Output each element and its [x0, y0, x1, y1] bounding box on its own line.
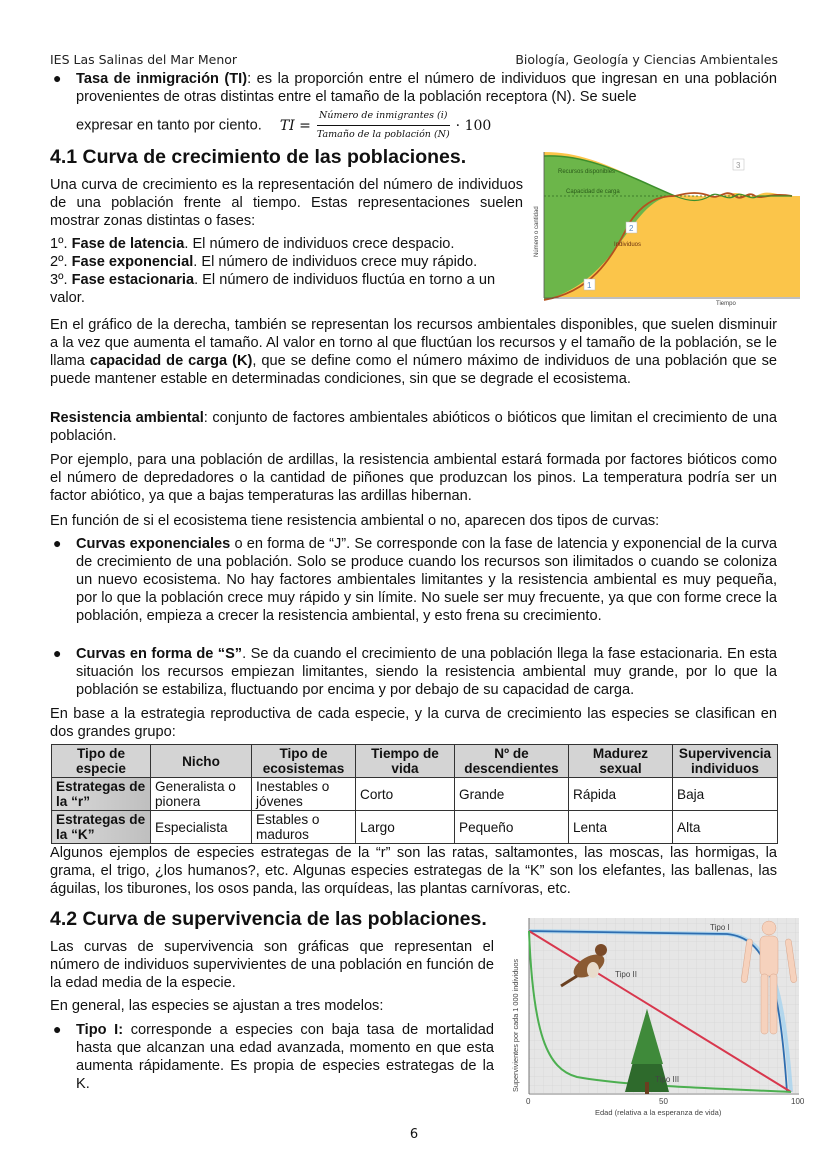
- type-1-paragraph: [76, 1021, 494, 1093]
- resistance-term: Resistencia ambiental: [50, 410, 204, 426]
- phase-1-num: 1º.: [50, 236, 68, 252]
- curve-type-j: [76, 535, 777, 625]
- type-3-label: Tipo III: [655, 1075, 680, 1084]
- table-header: Nº de descendientes: [455, 745, 569, 778]
- models-intro: En general, las especies se ajustan a tres modelos:: [50, 998, 384, 1014]
- immigration-formula: [280, 107, 491, 144]
- curve-j-term: Curvas exponenciales: [76, 536, 231, 552]
- section-title-4-1: 4.1 Curva de crecimiento de las poblaciones.: [50, 146, 467, 168]
- curve-j-text: o en forma de “J”. Se corresponde con la fase de latencia y exponencial de la curva de crecimiento de una población. Solo se produce cuando los recursos son ilimitados o cuando se coloniza un nuevo ecosistema. No hay factores ambientales limitantes y la resistencia ambiental es muy pequeña, por lo que la población crece muy rápido y sin límite. No suele ser muy frecuente, ya que con forme crece la población, empieza a crecer la resistencia ambiental, y esto frena su crecimiento.: [76, 536, 777, 624]
- phase-marker-3: 3: [736, 161, 741, 170]
- formula-multiplier: · 100: [455, 117, 492, 134]
- phase-2-text: . El número de individuos crece muy rápido.: [193, 254, 478, 270]
- formula-lhs: TI =: [279, 117, 311, 134]
- capacity-term: capacidad de carga (K): [89, 353, 253, 369]
- table-header: Supervivencia individuos: [673, 745, 778, 778]
- resistance-text: : conjunto de factores ambientales abióticos o bióticos que limitan el crecimiento de una población.: [50, 410, 777, 444]
- table-cell: Rápida: [569, 778, 673, 811]
- table-cell: Baja: [673, 778, 778, 811]
- capacity-text-post: , que se define como el número máximo de individuos de una población que se puede mantener estable en determinadas condiciones, sin que se degrade el ecosistema.: [50, 353, 777, 387]
- bullet-icon: ●: [53, 1021, 62, 1037]
- phase-1: [50, 235, 454, 253]
- resources-label: Recursos disponibles: [558, 169, 616, 175]
- formula-numerator: Número de inmigrantes (i): [317, 107, 449, 126]
- table-cell: Estrategas de la “K”: [52, 811, 151, 844]
- table-cell: Alta: [673, 811, 778, 844]
- x-axis-label: Edad (relativa a la esperanza de vida): [595, 1108, 722, 1117]
- immigration-text-2: población provenientes de otras distintas entre el tamaño de la población receptora (N). Se suele: [76, 71, 777, 105]
- phase-3-text: . El número de individuos fluctúa en torno a un valor.: [50, 272, 496, 306]
- growth-intro: Una curva de crecimiento es la representación del número de individuos de una población frente al tiempo. Estas representaciones suelen mostrar zonas distintas o fases:: [50, 177, 523, 229]
- table-cell: Largo: [356, 811, 455, 844]
- table-header: Tipo de especie: [52, 745, 151, 778]
- capacity-text-pre: En el gráfico de la derecha, también se representan los recursos ambientales disponibles, que suelen disminuir a la vez que aumenta el tamaño. Al valor en torno al que fluctúan los recursos y el tamaño de la población, se le llama: [50, 317, 777, 369]
- phase-1-text: . El número de individuos crece despacio.: [184, 236, 455, 252]
- phase-2-num: 2º.: [50, 254, 68, 270]
- immigration-formula-line: [76, 107, 777, 144]
- formula-denominator: Tamaño de la población (N): [316, 129, 450, 140]
- immigration-term: Tasa de inmigración (TI): [76, 71, 248, 87]
- x-tick: 50: [659, 1097, 668, 1106]
- table-header: Madurez sexual: [569, 745, 673, 778]
- phase-3-num: 3º.: [50, 272, 68, 288]
- bullet-icon: ●: [53, 645, 62, 661]
- x-tick: 100: [791, 1097, 805, 1106]
- survival-curve-figure: [507, 914, 812, 1124]
- phase-marker-1: 1: [587, 281, 592, 290]
- type-1-text: corresponde a especies con baja tasa de mortalidad hasta que alcanzan una edad avanzada, momento en que esta aumenta rápidamente. Es propia de especies estrategas de la K.: [76, 1022, 494, 1092]
- immigration-paragraph: [76, 70, 777, 106]
- table-cell: Pequeño: [455, 811, 569, 844]
- phase-3-term: Fase estacionaria: [71, 272, 195, 288]
- example-paragraph: Por ejemplo, para una población de ardillas, la resistencia ambiental estará formada por factores bióticos como el número de depredadores o la cantidad de piñones que produzcan los pinos. La temperatura podría ser un factor abiótico, ya que a bajas temperaturas las ardillas hibernan.: [50, 452, 777, 504]
- phase-2-term: Fase exponencial: [71, 254, 194, 270]
- capacity-paragraph: [50, 316, 777, 388]
- table-cell: Generalista o pionera: [151, 778, 252, 811]
- y-axis-label: Supervivientes por cada 1 000 individuos: [511, 958, 520, 1092]
- table-cell: Lenta: [569, 811, 673, 844]
- table-cell: Especialista: [151, 811, 252, 844]
- table-header: Nicho: [151, 745, 252, 778]
- phase-1-term: Fase de latencia: [71, 236, 185, 252]
- type-1-label: Tipo I: [710, 923, 730, 932]
- immigration-text-1: : es la proporción entre el número de individuos que ingresan en una: [247, 71, 710, 87]
- table-header: Tipo de ecosistemas: [252, 745, 356, 778]
- table-header: Tiempo de vida: [356, 745, 455, 778]
- bullet-icon: ●: [53, 70, 62, 86]
- phase-3: [50, 271, 523, 307]
- x-axis-label: Tiempo: [716, 301, 736, 307]
- phase-marker-2: 2: [629, 224, 634, 233]
- curve-s-text: . Se da cuando el crecimiento de una población llega la fase estacionaria. En esta situación los recursos empiezan limitantes, siendo la resistencia ambiental muy grande, por lo que la población se estabiliza, fluctuando por encima y por debajo de su capacidad de carga.: [76, 646, 777, 698]
- table-row: [52, 811, 778, 844]
- individuals-label: Individuos: [614, 242, 642, 248]
- species-examples: Algunos ejemplos de especies estrategas de la “r” son las ratas, saltamontes, las moscas, las hormigas, la grama, el trigo, ¿los humanos?, etc. Algunas especies estrategas de la “K” son los elefantes, las ballenas, las águilas, los tiburones, los osos panda, las orquídeas, las plantas carnívoras, etc.: [50, 845, 777, 897]
- x-tick: 0: [526, 1097, 531, 1106]
- table-cell: Estables o maduros: [252, 811, 356, 844]
- curve-s-term: Curvas en forma de “S”: [76, 646, 243, 662]
- strategy-table: [51, 744, 778, 844]
- bullet-icon: ●: [53, 535, 62, 551]
- growth-curve-figure: [530, 152, 800, 307]
- phase-2: [50, 253, 477, 271]
- table-cell: Grande: [455, 778, 569, 811]
- table-header-row: [52, 745, 778, 778]
- type-2-label: Tipo II: [615, 970, 637, 979]
- section-title-4-2: 4.2 Curva de supervivencia de las poblaciones.: [50, 908, 487, 930]
- survival-intro: Las curvas de supervivencia son gráficas que representan el número de individuos supervivientes de una población en función de la edad media de la especie.: [50, 939, 494, 991]
- y-axis-label: Número o cantidad: [534, 206, 540, 257]
- curve-types-intro: En función de si el ecosistema tiene resistencia ambiental o no, aparecen dos tipos de curvas:: [50, 513, 660, 529]
- page-number: 6: [409, 1127, 419, 1142]
- capacity-label: Capacidad de carga: [566, 189, 620, 195]
- page-header: [50, 52, 778, 67]
- resistance-paragraph: [50, 409, 777, 445]
- curve-type-s: [76, 645, 777, 699]
- type-1-term: Tipo I:: [76, 1022, 124, 1038]
- table-cell: Estrategas de la “r”: [52, 778, 151, 811]
- table-row: [52, 778, 778, 811]
- immigration-text-3: expresar en tanto por ciento.: [76, 117, 262, 134]
- table-cell: Corto: [356, 778, 455, 811]
- strategy-intro: En base a la estrategia reproductiva de cada especie, y la curva de crecimiento las especies se clasifican en dos grandes grupo:: [50, 706, 777, 740]
- subject-name: Biología, Geología y Ciencias Ambientales: [515, 52, 778, 67]
- school-name: IES Las Salinas del Mar Menor: [50, 52, 238, 67]
- table-cell: Inestables o jóvenes: [252, 778, 356, 811]
- formula-fraction: [315, 107, 452, 144]
